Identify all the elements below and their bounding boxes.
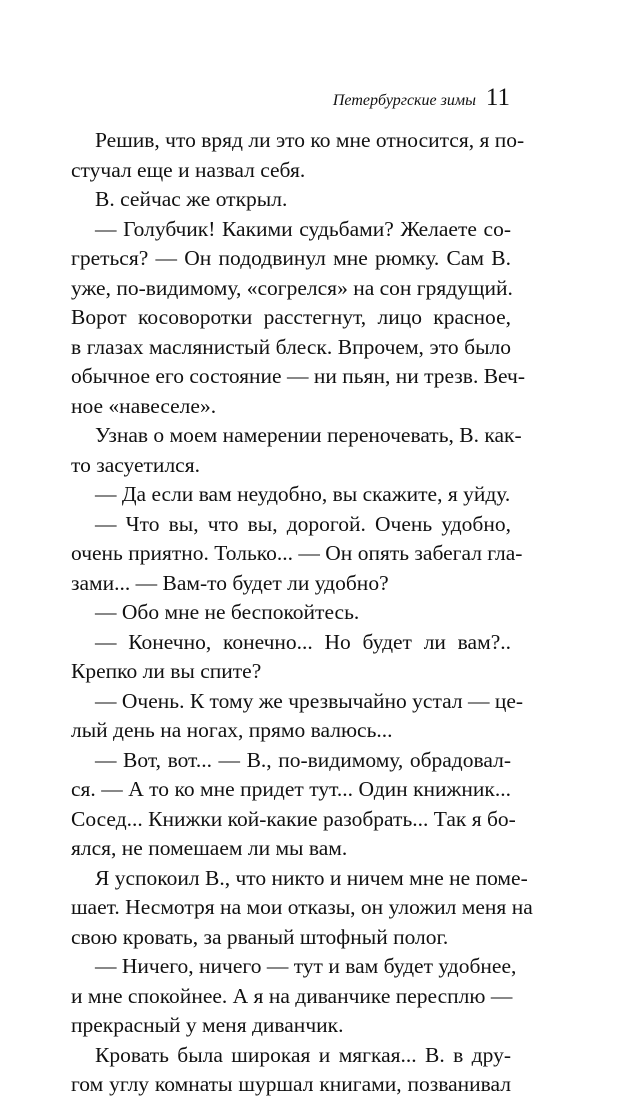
- text-line: ся. — А то ко мне придет тут... Один книжник...: [71, 777, 511, 801]
- text-line: шает. Несмотря на мои отказы, он уложил меня на: [71, 895, 533, 919]
- running-head: [100, 84, 510, 112]
- text-line: Узнав о моем намерении переночевать, В. как-: [95, 423, 522, 447]
- text-line: в глазах маслянистый блеск. Впрочем, это было: [71, 334, 511, 359]
- text-line: то засуетился.: [71, 452, 200, 477]
- text-line: Сосед... Книжки кой-какие разобрать... Так я бо-: [71, 806, 516, 831]
- text-line: — Вот, вот... — В., по-видимому, обрадовал-: [95, 747, 511, 772]
- running-head-title: Петербургские зимы: [332, 92, 476, 109]
- body-text: [71, 126, 533, 1100]
- text-line: прекрасный у меня диванчик.: [71, 1013, 344, 1037]
- text-line: стучал еще и назвал себя.: [71, 157, 306, 182]
- text-line: В. сейчас же открыл.: [95, 187, 288, 211]
- text-line: — Что вы, что вы, дорогой. Очень удобно,: [95, 511, 511, 536]
- page-number: 11: [485, 84, 510, 111]
- text-line: — Очень. К тому же чрезвычайно устал — це-: [95, 688, 524, 713]
- text-line: зами... — Вам-то будет ли удобно?: [71, 570, 389, 595]
- text-line: ное «навеселе».: [71, 393, 217, 418]
- text-line: Кровать была широкая и мягкая... В. в дру-: [95, 1042, 511, 1067]
- text-line: Крепко ли вы спите?: [71, 659, 262, 683]
- text-line: — Голубчик! Какими судьбами? Желаете со-: [95, 216, 511, 241]
- text-line: свою кровать, за рваный штофный полог.: [71, 924, 449, 949]
- text-line: Решив, что вряд ли это ко мне относится, я по-: [95, 128, 525, 152]
- text-line: — Ничего, ничего — тут и вам будет удобнее,: [95, 954, 517, 978]
- text-line: Я успокоил В., что никто и ничем мне не поме-: [95, 865, 528, 890]
- text-line: ялся, не помешаем ли мы вам.: [71, 836, 348, 860]
- text-line: лый день на ногах, прямо валюсь...: [71, 718, 393, 742]
- text-line: обычное его состояние — ни пьян, ни трезв. Веч-: [71, 364, 526, 388]
- text-line: и мне спокойнее. А я на диванчике пересплю —: [71, 983, 513, 1008]
- text-line: — Обо мне не беспокойтесь.: [95, 600, 360, 624]
- text-line: греться? — Он пододвинул мне рюмку. Сам В.: [71, 246, 511, 270]
- text-line: — Конечно, конечно... Но будет ли вам?..: [95, 629, 511, 654]
- text-line: — Да если вам неудобно, вы скажите, я уйду.: [95, 482, 511, 506]
- text-line: Ворот косоворотки расстегнут, лицо красное,: [71, 305, 511, 329]
- text-line: гом углу комнаты шуршал книгами, позванивал: [71, 1072, 511, 1096]
- text-line: очень приятно. Только... — Он опять забегал гла-: [71, 541, 523, 565]
- text-line: уже, по-видимому, «согрелся» на сон грядущий.: [71, 275, 513, 300]
